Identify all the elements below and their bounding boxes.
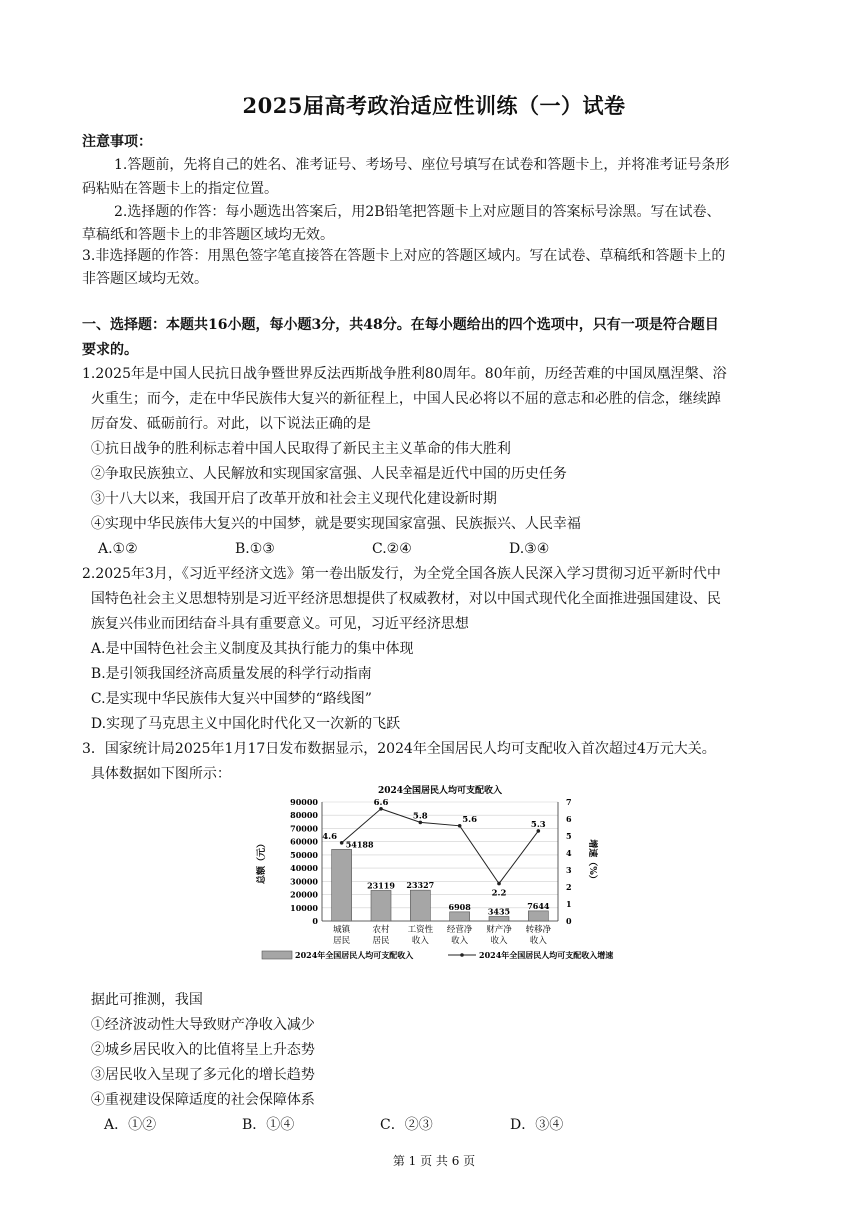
q1-stem: 厉奋发、砥砺前行。对此，以下说法正确的是 [82,416,371,432]
y2-tick-label: 4 [566,848,572,858]
q3-item: ④重视建设保障适度的社会保障体系 [82,1092,315,1108]
growth-value-label: 4.6 [322,831,338,842]
q3-option-d: D．③④ [510,1117,564,1133]
x-tick-label: 经营净 [446,925,473,935]
growth-value-label: 2.2 [491,888,507,899]
x-tick-label: 农村 [372,925,390,935]
y2-tick-label: 7 [566,797,572,807]
growth-point [458,824,462,828]
bar [528,911,548,921]
legend-bar-swatch [262,951,292,959]
section-heading-cont: 要求的。 [82,342,138,358]
y2-axis-label: 增速（%） [587,839,597,884]
legend-line-label: 2024年全国居民人均可支配收入增速 [479,950,614,960]
q2-option-c: C.是实现中华民族伟大复兴中国梦的“路线图” [82,691,372,707]
x-tick-label: 收入 [411,936,429,946]
growth-value-label: 5.3 [530,819,546,830]
y2-tick-label: 1 [566,899,572,909]
notice-line: 非答题区域均无效。 [82,271,208,287]
bar-value-label: 23327 [406,880,435,891]
q1-item: ②争取民族独立、人民解放和实现国家富强、人民幸福是近代中国的历史任务 [82,466,567,482]
bar-value-label: 7644 [527,900,550,911]
q1-option-d: D.③④ [509,541,550,557]
q2-stem: 2.2025年3月，《习近平经济文选》第一卷出版发行，为全党全国各族人民深入学习贯彻习近平新时代中 [82,566,721,582]
notice-line: 1.答题前，先将自己的姓名、准考证号、考场号、座位号填写在试卷和答题卡上，并将准考证号条形 [114,157,730,173]
x-tick-label: 财产净 [486,925,512,935]
q2-option-d: D.实现了马克思主义中国化时代化又一次新的飞跃 [82,716,401,732]
x-tick-label: 工资性 [407,925,434,935]
y2-tick-label: 2 [566,882,572,892]
bar [371,890,391,921]
q1-stem: 火重生；而今，走在中华民族伟大复兴的新征程上，中国人民必将以不屈的意志和必胜的信念，继续踔 [82,391,721,407]
x-tick-label: 收入 [529,936,547,946]
y-tick-label: 30000 [290,876,318,887]
growth-point [497,882,501,886]
y2-tick-label: 3 [566,865,572,875]
q3-option-c: C．②③ [380,1117,433,1133]
q3-item: ②城乡居民收入的比值将呈上升态势 [82,1042,315,1058]
growth-value-label: 6.6 [373,797,389,808]
bar-value-label: 6908 [448,901,471,912]
x-tick-label: 收入 [451,936,469,946]
q3-prompt: 据此可推测，我国 [82,992,203,1008]
y-tick-label: 60000 [290,836,318,847]
q1-item: ④实现中华民族伟大复兴的中国梦，就是要实现国家富强、民族振兴、人民幸福 [82,516,581,532]
q1-stem: 1.2025年是中国人民抗日战争暨世界反法西斯战争胜利80周年。80年前，历经苦难的中国凤凰涅槃、浴 [82,366,727,382]
q1-item: ①抗日战争的胜利标志着中国人民取得了新民主主义革命的伟大胜利 [82,441,511,457]
bar-value-label: 23119 [367,880,395,891]
page-title: 2025届高考政治适应性训练（一）试卷 [242,93,626,118]
notice-line: 2.选择题的作答：每小题选出答案后，用2B铅笔把答题卡上对应题目的答案标号涂黑。写在试卷、 [114,204,721,220]
chart-title: 2024全国居民人均可支配收入 [377,786,503,796]
q1-option-a: A.①② [98,541,138,557]
legend-bar-label: 2024年全国居民人均可支配收入 [295,950,414,960]
y-tick-label: 0 [312,916,318,926]
growth-value-label: 5.6 [462,814,478,825]
y-axis-label: 总额（元） [257,838,267,885]
y-tick-label: 50000 [290,849,318,860]
y-tick-label: 10000 [290,902,318,913]
legend-line-marker [460,953,464,957]
page-footer: 第 1 页 共 6 页 [392,1154,476,1168]
x-tick-label: 收入 [490,936,508,946]
x-tick-label: 居民 [333,936,351,946]
q2-option-b: B.是引领我国经济高质量发展的科学行动指南 [82,666,372,682]
bar-value-label: 3435 [487,906,511,917]
y-tick-label: 20000 [290,889,318,900]
q3-option-a: A．①② [104,1117,157,1133]
q2-stem: 族复兴伟业而团结奋斗具有重要意义。可见，习近平经济思想 [82,616,469,632]
income-chart [250,782,630,972]
notice-heading: 注意事项： [82,134,152,150]
q3-item: ①经济波动性大导致财产净收入减少 [82,1017,315,1033]
y-tick-label: 70000 [290,823,318,834]
bar [489,916,509,921]
section-heading: 一、选择题：本题共16小题，每小题3分，共48分。在每小题给出的四个选项中，只有一项是符合题目 [82,317,719,333]
growth-point [340,841,344,845]
bar [410,890,430,921]
q3-option-b: B．①④ [242,1117,295,1133]
notice-line: 草稿纸和答题卡上的非答题区域均无效。 [82,227,334,243]
notice-line: 3.非选择题的作答：用黑色签字笔直接答在答题卡上对应的答题区域内。写在试卷、草稿纸和答题卡上的 [82,248,726,264]
bar-value-label: 54188 [345,839,374,850]
growth-value-label: 5.8 [412,811,428,822]
q1-item: ③十八大以来，我国开启了改革开放和社会主义现代化建设新时期 [82,491,497,507]
y-tick-label: 80000 [290,810,318,821]
income-chart-svg [250,782,630,972]
x-tick-label: 居民 [372,936,390,946]
q3-stem: 3．国家统计局2025年1月17日发布数据显示，2024年全国居民人均可支配收入首次超过4万元大关。 [82,741,716,757]
q1-option-b: B.①③ [235,541,275,557]
y-tick-label: 90000 [290,797,318,807]
q3-stem: 具体数据如下图所示： [82,766,231,782]
y-tick-label: 40000 [290,863,318,874]
q2-stem: 国特色社会主义思想特别是习近平经济思想提供了权威教材，对以中国式现代化全面推进强国建设、民 [82,591,721,607]
q2-option-a: A.是中国特色社会主义制度及其执行能力的集中体现 [82,641,414,657]
bar [450,912,470,921]
y2-tick-label: 6 [566,814,572,824]
q1-option-c: C.②④ [372,541,412,557]
bar [332,849,352,921]
x-tick-label: 城镇 [333,925,351,935]
q3-item: ③居民收入呈现了多元化的增长趋势 [82,1067,315,1083]
x-tick-label: 转移净 [525,925,552,935]
y2-tick-label: 0 [566,916,572,926]
notice-line: 码粘贴在答题卡上的指定位置。 [82,181,278,197]
y2-tick-label: 5 [566,831,572,841]
